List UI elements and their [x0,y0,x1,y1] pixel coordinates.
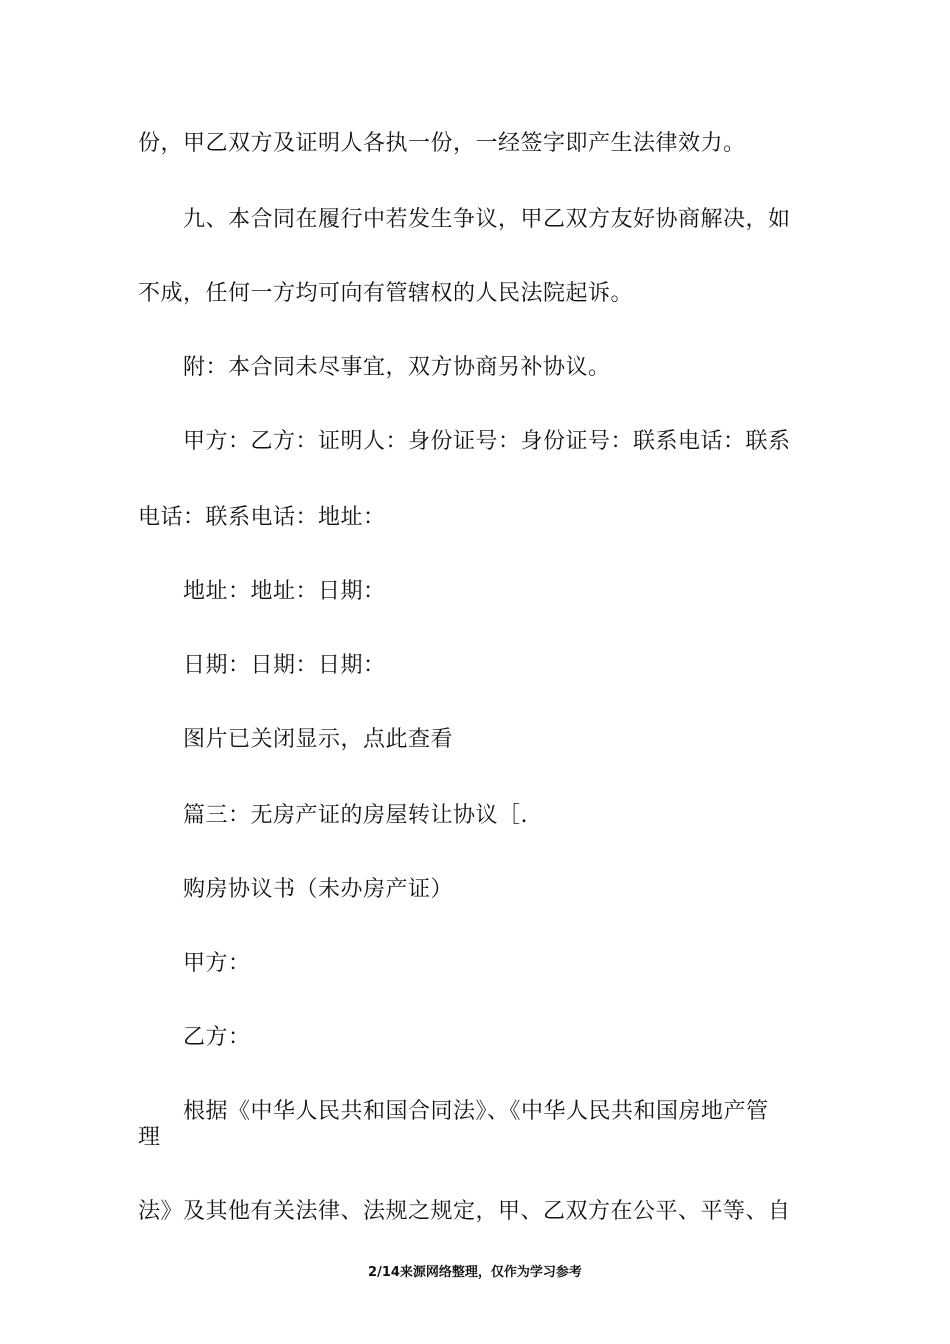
paragraph-line: 附：本合同未尽事宜，双方协商另补协议。 [183,355,611,380]
paragraph-line: 份，甲乙双方及证明人各执一份，一经签字即产生法律效力。 [138,131,746,156]
paragraph-line: 九、本合同在履行中若发生争议，甲乙双方友好协商解决，如 [183,207,791,232]
paragraph-line: 地址：地址：日期： [183,579,386,604]
agreement-title: 购房协议书（未办房产证） [183,877,454,902]
party-b-label: 乙方： [183,1025,251,1050]
page-footer: 2/14来源网络整理，仅作为学习参考 [368,1265,582,1280]
paragraph-line: 甲方：乙方：证明人：身份证号：身份证号：联系电话：联系 [183,429,791,454]
paragraph-line: 电话：联系电话：地址： [138,505,386,530]
paragraph-line: 理 [138,1125,161,1150]
paragraph-line: 日期：日期：日期： [183,653,386,678]
paragraph-line: 法》及其他有关法律、法规之规定，甲、乙双方在公平、平等、自 [138,1199,791,1224]
paragraph-line: 不成，任何一方均可向有管辖权的人民法院起诉。 [138,281,634,306]
paragraph-line: 根据《中华人民共和国合同法》、《中华人民共和国房地产管 [183,1099,769,1124]
section-heading: 篇三：无房产证的房屋转让协议［. [183,803,528,828]
image-hidden-link[interactable]: 图片已关闭显示，点此查看 [183,727,454,752]
party-a-label: 甲方： [183,951,251,976]
